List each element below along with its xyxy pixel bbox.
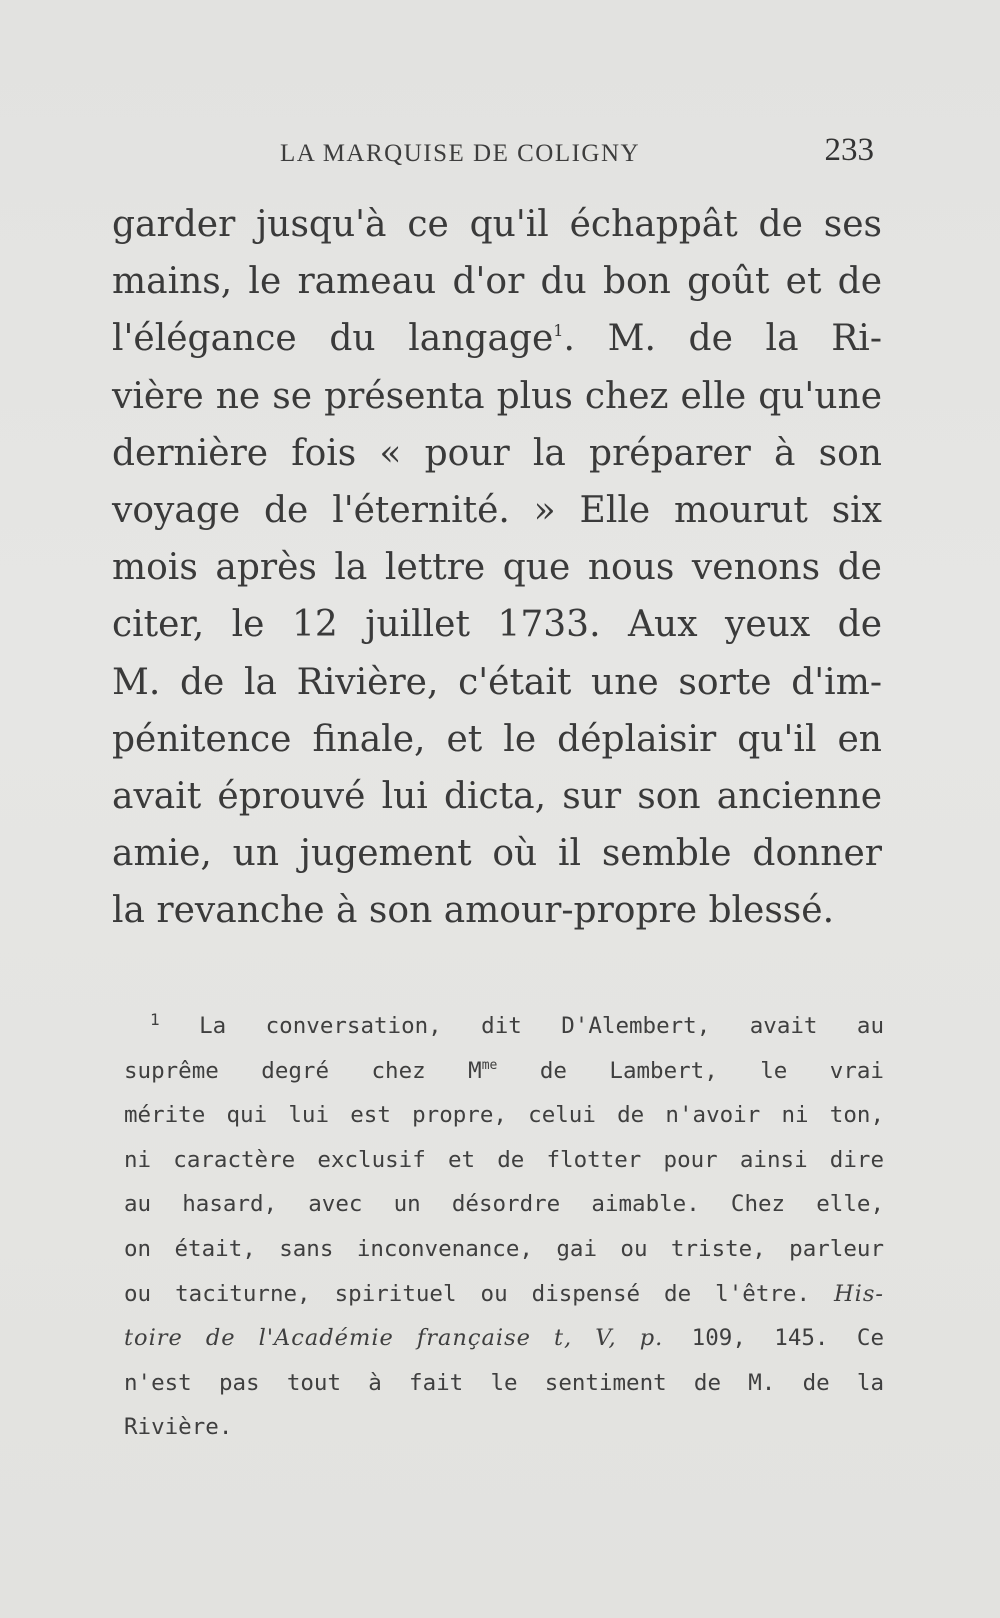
text-segment: . M. de la Ri- (563, 318, 882, 360)
footnote-marker: 1 (150, 1010, 160, 1029)
main-text (112, 196, 882, 940)
text-line: pénitence finale, et le déplaisir qu'il en (112, 718, 882, 760)
footnote-line: n'est pas tout à fait le sentiment de M. de la (124, 1369, 884, 1396)
footnote-line (124, 1272, 884, 1317)
footnote-line (124, 1049, 884, 1094)
footnote-line (124, 1316, 884, 1361)
footnote-line: au hasard, avec un désordre aimable. Chez elle, (124, 1191, 884, 1218)
text-segment: ou taciturne, spirituel ou dispensé de l'être. (124, 1280, 835, 1307)
footnote-reference: 1 (553, 321, 564, 341)
superscript: me (481, 1057, 498, 1073)
text-line: avait éprouvé lui dicta, sur son ancienne (112, 776, 882, 818)
text-line: amie, un jugement où il semble donner (112, 833, 882, 875)
text-segment: La conversation, dit D'Alembert, avait au (199, 1013, 884, 1039)
text-line: mains, le rameau d'or du bon goût et de (112, 261, 882, 303)
text-line: vière ne se présenta plus chez elle qu'une (112, 375, 882, 417)
text-line: dernière fois « pour la préparer à son (112, 432, 882, 474)
footnote-line: mérite qui lui est propre, celui de n'avoir ni ton, (124, 1102, 884, 1129)
text-line: M. de la Rivière, c'était une sorte d'im- (112, 661, 882, 703)
text-segment: 109, 145. Ce (663, 1325, 884, 1352)
text-line: voyage de l'éternité. » Elle mourut six (112, 490, 882, 532)
text-segment: de Lambert, le vrai (497, 1057, 884, 1084)
footnote-line: on était, sans inconvenance, gai ou triste, parleur (124, 1235, 884, 1262)
text-line: mois après la lettre que nous venons de (112, 547, 882, 589)
text-line (112, 310, 882, 367)
text-line: la revanche à son amour-propre blessé. (112, 890, 835, 932)
text-segment: suprême degré chez M (124, 1057, 482, 1084)
text-line: garder jusqu'à ce qu'il échappât de ses (112, 204, 882, 245)
italic-title: His- (834, 1280, 884, 1307)
text-segment: l'élégance du langage (112, 318, 554, 360)
running-title: LA MARQUISE DE COLIGNY (280, 140, 641, 167)
text-line: citer, le 12 juillet 1733. Aux yeux de (112, 604, 882, 646)
footnote-line (124, 1004, 884, 1049)
running-head (112, 132, 874, 172)
footnote-line: Rivière. (124, 1414, 233, 1441)
footnote (124, 1004, 884, 1450)
italic-title: toire de l'Académie française t, V, p. (124, 1325, 664, 1352)
footnote-line: ni caractère exclusif et de flotter pour ainsi dire (124, 1146, 884, 1173)
page-number: 233 (824, 132, 874, 168)
